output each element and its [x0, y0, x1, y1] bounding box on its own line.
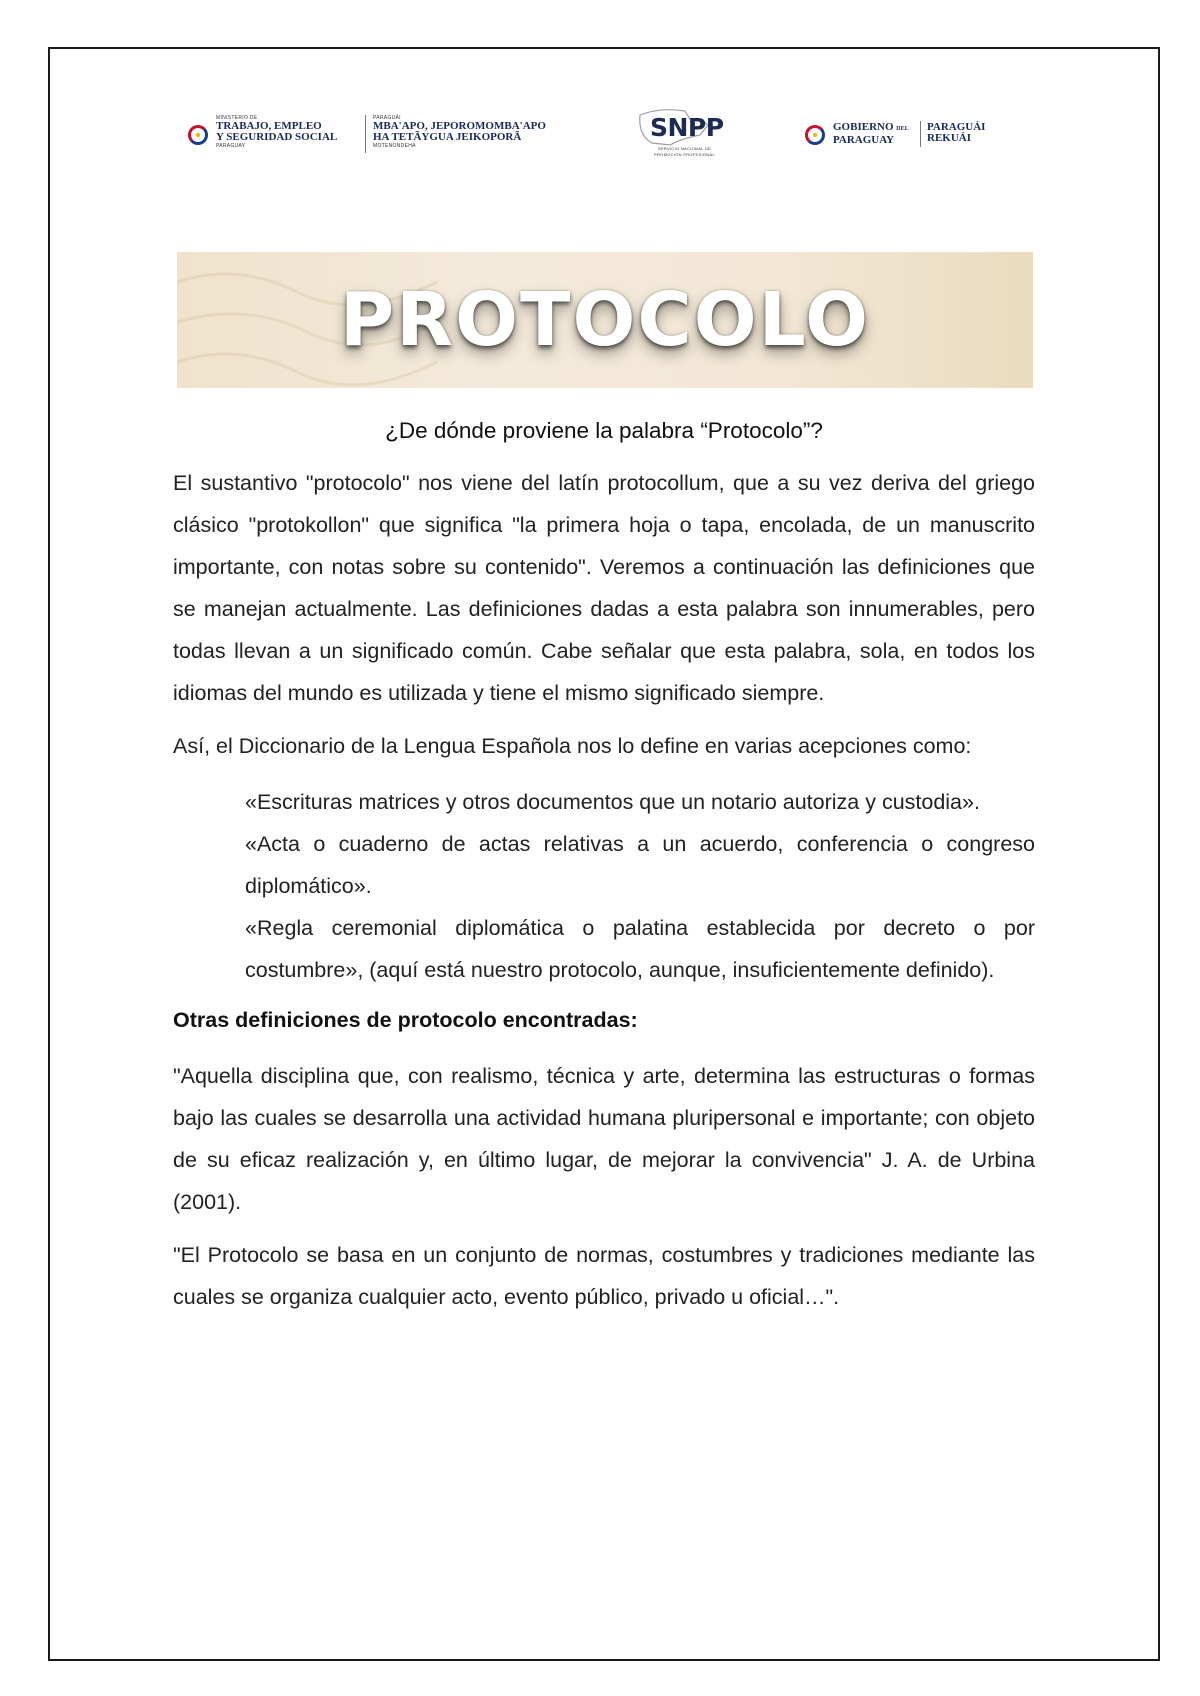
mtess-logo: [180, 105, 575, 165]
logo-divider: [920, 121, 921, 147]
mtess-line1: TRABAJO, EMPLEO: [216, 120, 322, 132]
banner-title: PROTOCOLO: [339, 277, 871, 363]
mtess-guarani-line1: MBA'APO, JEPOROMOMBA'APO: [373, 120, 546, 132]
gob-right1: PARAGUÁI: [927, 121, 986, 133]
mtess-line2: Y SEGURIDAD SOCIAL: [216, 131, 338, 143]
document-body: [173, 410, 1035, 1329]
mtess-bottom-line: PARAGUAY: [216, 143, 246, 149]
gob-line2: PARAGUAY: [833, 134, 895, 146]
definition-item: «Regla ceremonial diplomática o palatina establecida por decreto o por costumbre», (aquí está nuestro protocolo, aunque, insuficientemente definido).: [245, 916, 1035, 982]
section-subheading: Otras definiciones de protocolo encontradas:: [173, 1008, 638, 1032]
mtess-guarani-bottom: MOTENONDEHA: [373, 143, 416, 149]
quote-protocolo: "El Protocolo se basa en un conjunto de normas, costumbres y tradiciones mediante las cuales se organiza cualquier acto, evento público, privado u oficial…".: [173, 1243, 1035, 1309]
paraguay-seal-icon: [188, 125, 208, 145]
gob-line1: GOBIERNO: [833, 121, 894, 133]
definition-item: «Escrituras matrices y otros documentos que un notario autoriza y custodia».: [245, 790, 980, 814]
snpp-logo: [630, 105, 740, 165]
paragraph-origin: El sustantivo "protocolo" nos viene del latín protocollum, que a su vez deriva del griego clásico "protokollon" que significa "la primera hoja o tapa, encolada, de un manuscrito importante, con notas sobre su contenido". Veremos a continuación las definiciones que se manejan actualmente. Las definiciones dadas a esta palabra son innumerables, pero todas llevan a un significado común. Cabe señalar que esta palabra, sola, en todos los idiomas del mundo es utilizada y tiene el mismo significado siempre.: [173, 471, 1035, 705]
paraguay-seal-icon: [805, 125, 825, 145]
quote-urbina: "Aquella disciplina que, con realismo, técnica y arte, determina las estructuras o formas bajo las cuales se desarrolla una actividad humana pluripersonal e importante; con objeto de su eficaz realización y, en último lugar, de mejorar la convivencia" J. A. de Urbina (2001).: [173, 1064, 1035, 1214]
mtess-guarani-top: PARAGUÁI: [373, 115, 401, 121]
snpp-sub2: PROMOCIÓN PROFESIONAL: [654, 152, 715, 157]
logo-divider: [365, 115, 366, 153]
page-title: ¿De dónde proviene la palabra “Protocolo”?: [385, 418, 823, 443]
gob-del: DEL: [896, 126, 909, 132]
gobierno-logo: [805, 105, 1005, 165]
mtess-guarani-line2: HA TETÃYGUA JEIKOPORÃ: [373, 131, 522, 143]
mtess-top-line: MINISTERIO DE: [216, 115, 258, 121]
snpp-name: SNPP: [650, 113, 724, 142]
snpp-sub1: SERVICIO NACIONAL DE: [658, 146, 712, 151]
paragraph-dictionary: Así, el Diccionario de la Lengua Española nos lo define en varias acepciones como:: [173, 734, 972, 758]
gob-right2: REKUÁI: [927, 132, 972, 144]
logo-header: [180, 105, 1000, 165]
protocolo-banner: [177, 252, 1033, 388]
definition-list: [173, 781, 1035, 991]
definition-item: «Acta o cuaderno de actas relativas a un acuerdo, conferencia o congreso diplomático».: [245, 832, 1035, 898]
